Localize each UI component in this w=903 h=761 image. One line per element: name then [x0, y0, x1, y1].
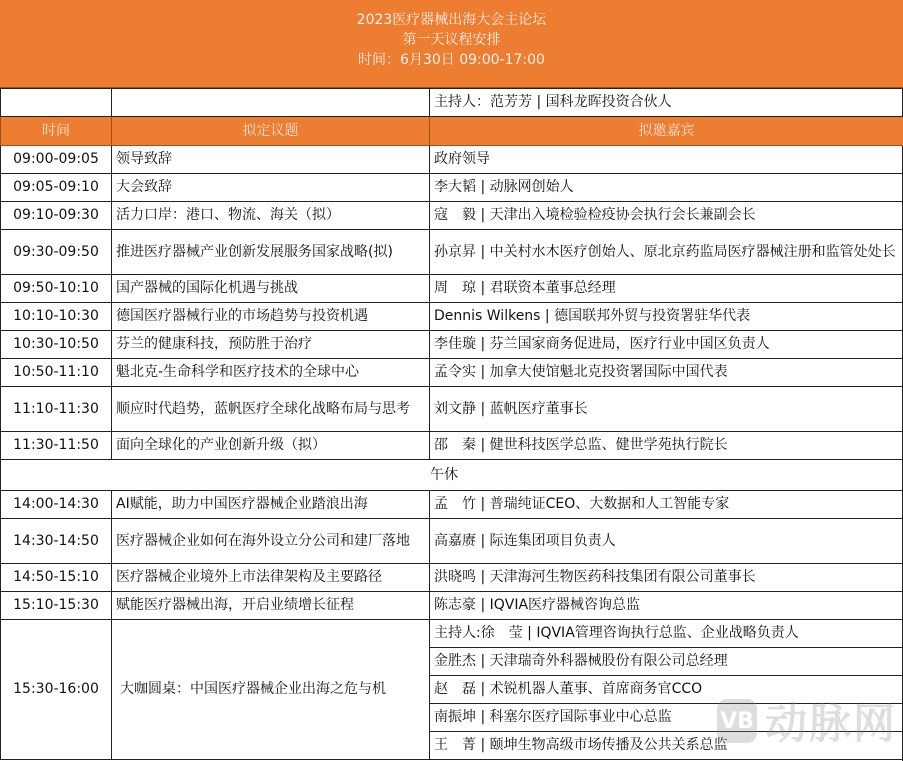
time-cell: 11:10-11:30: [1, 387, 112, 432]
panel-guest-cell: 南振坤 | 科塞尔医疗国际事业中心总监: [430, 704, 903, 732]
forum-title: 2023医疗器械出海大会主论坛: [356, 12, 547, 28]
lunch-break-label: 午休: [1, 460, 903, 491]
topic-cell: 魁北克-生命科学和医疗技术的全球中心: [112, 359, 430, 387]
guest-cell: 邵 秦 | 健世科技医学总监、健世学苑执行院长: [430, 432, 903, 460]
guest-cell: 洪晓鸣 | 天津海河生物医药科技集团有限公司董事长: [430, 564, 903, 592]
agenda-row: [1, 146, 903, 174]
agenda-row: [1, 432, 903, 460]
panel-row: [1, 620, 903, 648]
agenda-banner: [0, 0, 903, 88]
column-header-topic: 拟定议题: [112, 117, 430, 146]
topic-cell: 领导致辞: [112, 146, 430, 174]
agenda-row: [1, 275, 903, 303]
time-cell: 10:10-10:30: [1, 303, 112, 331]
topic-cell: 顺应时代趋势，蓝帆医疗全球化战略布局与思考: [112, 387, 430, 432]
topic-cell: 推进医疗器械产业创新发展服务国家战略(拟): [112, 230, 430, 275]
time-cell: 14:00-14:30: [1, 491, 112, 519]
guest-cell: 孙京昇 | 中关村水木医疗创始人、原北京药监局医疗器械注册和监管处处长: [430, 230, 903, 275]
agenda-table: [0, 88, 903, 760]
lunch-break-row: [1, 460, 903, 491]
agenda-row: [1, 491, 903, 519]
panel-guest-cell: 金胜杰 | 天津瑞奇外科器械股份有限公司总经理: [430, 648, 903, 676]
topic-cell: 面向全球化的产业创新升级（拟）: [112, 432, 430, 460]
topic-cell: 医疗器械企业境外上市法律架构及主要路径: [112, 564, 430, 592]
panel-guest-cell: 主持人:徐 莹 | IQVIA管理咨询执行总监、企业战略负责人: [430, 620, 903, 648]
column-header-time: 时间: [1, 117, 112, 146]
agenda-row: [1, 303, 903, 331]
column-header-row: [1, 117, 903, 146]
watermark-logo-icon: VB: [717, 699, 757, 743]
topic-cell: 德国医疗器械行业的市场趋势与投资机遇: [112, 303, 430, 331]
agenda-row: [1, 387, 903, 432]
topic-cell: 芬兰的健康科技，预防胜于治疗: [112, 331, 430, 359]
time-cell: 09:10-09:30: [1, 202, 112, 230]
date-time-line: 时间：6月30日 09:00-17:00: [358, 52, 545, 68]
guest-cell: 政府领导: [430, 146, 903, 174]
topic-cell: AI赋能，助力中国医疗器械企业踏浪出海: [112, 491, 430, 519]
watermark-text: 动脉网: [765, 699, 898, 748]
agenda-row: [1, 174, 903, 202]
guest-cell: 李佳璇 | 芬兰国家商务促进局，医疗行业中国区负责人: [430, 331, 903, 359]
time-cell: 09:05-09:10: [1, 174, 112, 202]
day-subtitle: 第一天议程安排: [402, 32, 501, 48]
guest-cell: 陈志豪 | IQVIA医疗器械咨询总监: [430, 592, 903, 620]
guest-cell: 高嘉赓 | 际连集团项目负责人: [430, 519, 903, 564]
time-cell: 11:30-11:50: [1, 432, 112, 460]
column-header-guest: 拟邀嘉宾: [430, 117, 903, 146]
time-cell: 09:30-09:50: [1, 230, 112, 275]
host-row: [1, 89, 903, 117]
guest-cell: 周 琼 | 君联资本董事总经理: [430, 275, 903, 303]
guest-cell: 孟令实 | 加拿大使馆魁北克投资署国际中国代表: [430, 359, 903, 387]
panel-guest-cell: 赵 磊 | 术锐机器人董事、首席商务官CCO: [430, 676, 903, 704]
time-cell: 09:00-09:05: [1, 146, 112, 174]
guest-cell: 孟 竹 | 普瑞纯证CEO、大数据和人工智能专家: [430, 491, 903, 519]
time-cell: 14:30-14:50: [1, 519, 112, 564]
empty-cell: [1, 89, 112, 117]
agenda-row: [1, 230, 903, 275]
agenda-row: [1, 519, 903, 564]
topic-cell: 医疗器械企业如何在海外设立分公司和建厂落地: [112, 519, 430, 564]
agenda-row: [1, 564, 903, 592]
guest-cell: Dennis Wilkens | 德国联邦外贸与投资署驻华代表: [430, 303, 903, 331]
host-cell: 主持人：范芳芳 | 国科龙晖投资合伙人: [430, 89, 903, 117]
topic-cell: 活力口岸：港口、物流、海关（拟）: [112, 202, 430, 230]
topic-cell: 赋能医疗器械出海，开启业绩增长征程: [112, 592, 430, 620]
empty-cell: [112, 89, 430, 117]
agenda-row: [1, 331, 903, 359]
panel-topic-cell: 大咖圆桌：中国医疗器械企业出海之危与机: [112, 620, 430, 760]
time-cell: 15:10-15:30: [1, 592, 112, 620]
agenda-row: [1, 359, 903, 387]
guest-cell: 刘文静 | 蓝帆医疗董事长: [430, 387, 903, 432]
time-cell: 09:50-10:10: [1, 275, 112, 303]
topic-cell: 大会致辞: [112, 174, 430, 202]
time-cell: 14:50-15:10: [1, 564, 112, 592]
panel-time-cell: 15:30-16:00: [1, 620, 112, 760]
agenda-row: [1, 202, 903, 230]
agenda-row: [1, 592, 903, 620]
guest-cell: 李大韬 | 动脉网创始人: [430, 174, 903, 202]
topic-cell: 国产器械的国际化机遇与挑战: [112, 275, 430, 303]
time-cell: 10:30-10:50: [1, 331, 112, 359]
panel-guest-cell: 王 菁 | 颐坤生物高级市场传播及公共关系总监: [430, 732, 903, 760]
time-cell: 10:50-11:10: [1, 359, 112, 387]
guest-cell: 寇 毅 | 天津出入境检验检疫协会执行会长兼副会长: [430, 202, 903, 230]
